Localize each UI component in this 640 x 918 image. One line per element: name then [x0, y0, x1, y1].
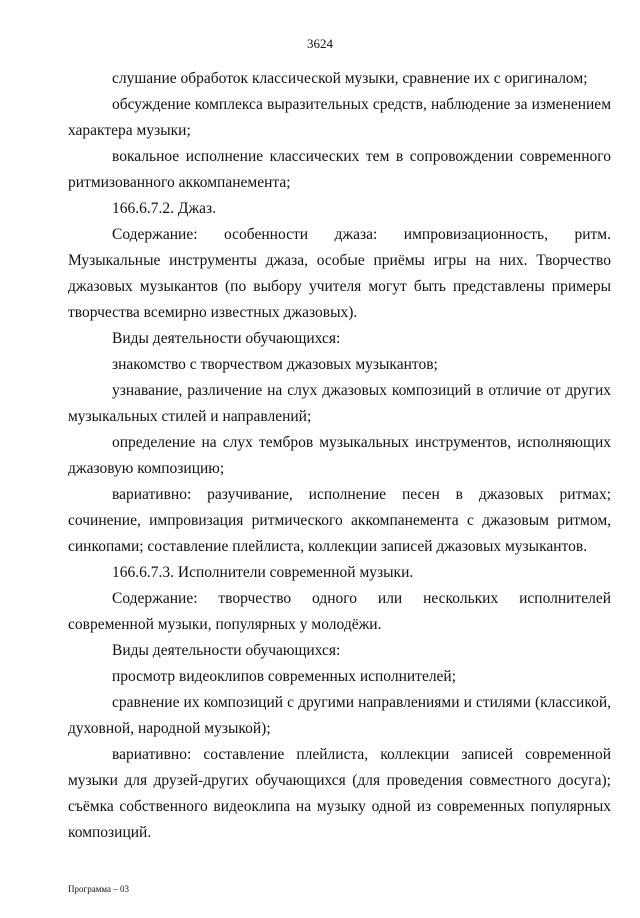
paragraph: слушание обработок классической музыки, сравнение их с оригиналом;	[112, 70, 588, 87]
paragraph: Виды деятельности обучающихся:	[112, 642, 341, 659]
paragraph: вариативно: разучивание, исполнение песен в джазовых ритмах; сочинение, импровизация ритмического аккомпанемента с джазовым ритмом, синкопами; составление плейлиста, коллекции записей джазовых музыкантов.	[68, 486, 611, 555]
page-number: 3624	[307, 36, 333, 51]
paragraph: узнавание, различение на слух джазовых композиций в отличие от других музыкальных стилей и направлений;	[68, 382, 611, 425]
paragraph: Виды деятельности обучающихся:	[112, 330, 341, 347]
paragraph: Содержание: творчество одного или нескольких исполнителей современной музыки, популярных у молодёжи.	[68, 590, 611, 633]
section-heading: 166.6.7.2. Джаз.	[112, 200, 217, 217]
paragraph: сравнение их композиций с другими направлениями и стилями (классикой, духовной, народной музыкой);	[68, 694, 611, 737]
paragraph: Содержание: особенности джаза: импровизационность, ритм. Музыкальные инструменты джаза, особые приёмы игры на них. Творчество джазовых музыкантов (по выбору учителя могут быть представлены примеры творчества всемирно известных джазовых).	[68, 226, 611, 321]
paragraph: обсуждение комплекса выразительных средств, наблюдение за изменением характера музыки;	[68, 96, 611, 139]
footer-note: Программа – 03	[68, 884, 130, 894]
body-text	[68, 66, 611, 846]
paragraph: вариативно: составление плейлиста, коллекции записей современной музыки для друзей-других обучающихся (для проведения совместного досуга); съёмка собственного видеоклипа на музыку одной из современных популярных композиций.	[68, 746, 611, 841]
paragraph: знакомство с творчеством джазовых музыкантов;	[112, 356, 438, 373]
paragraph: определение на слух тембров музыкальных инструментов, исполняющих джазовую композицию;	[68, 434, 611, 477]
paragraph: вокальное исполнение классических тем в сопровождении современного ритмизованного аккомпанемента;	[68, 148, 611, 191]
section-heading: 166.6.7.3. Исполнители современной музыки.	[112, 564, 414, 581]
paragraph: просмотр видеоклипов современных исполнителей;	[112, 668, 457, 685]
